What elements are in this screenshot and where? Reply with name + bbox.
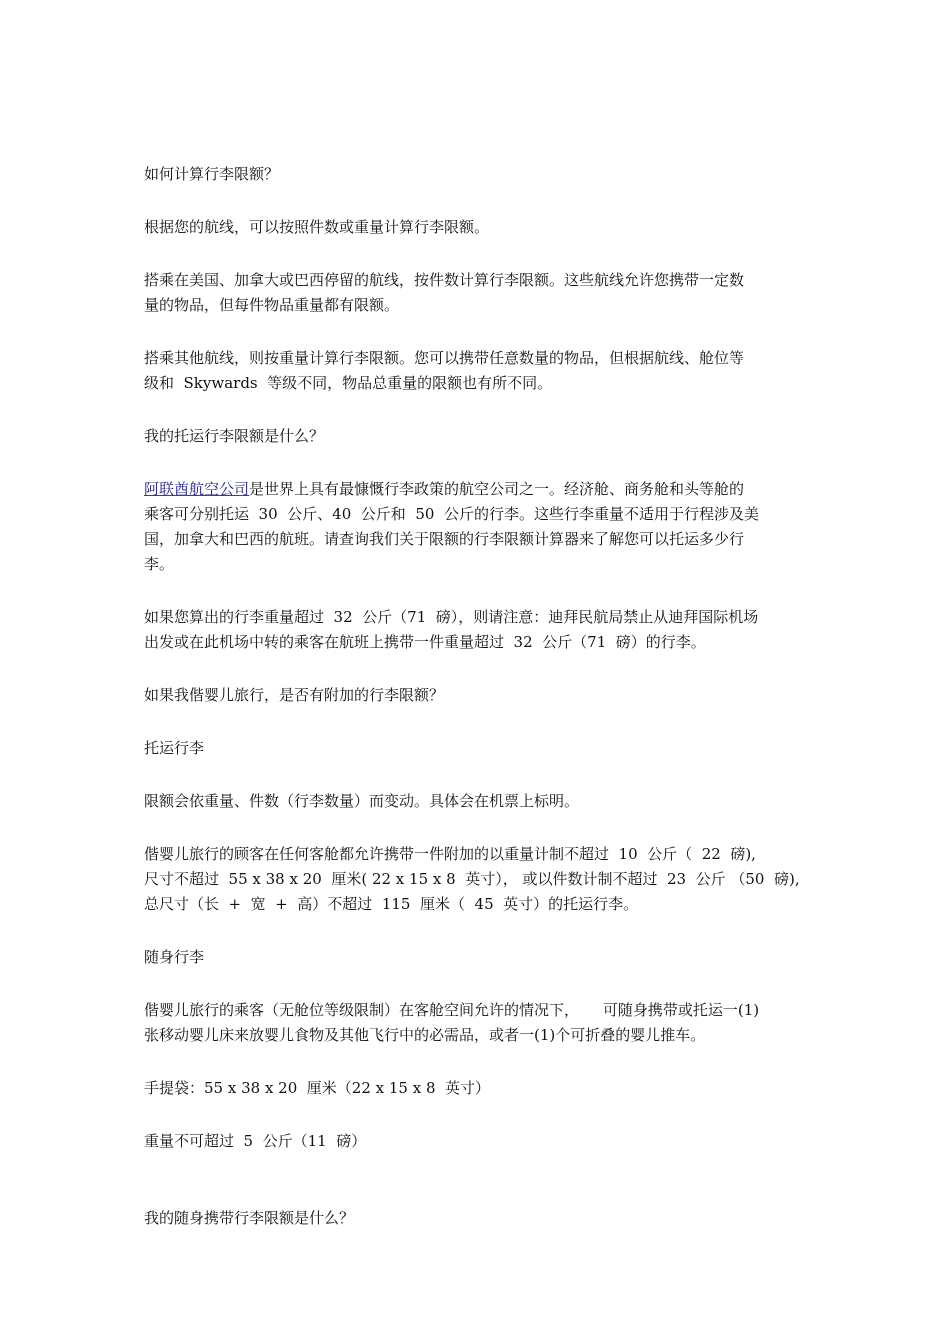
- text-line: 尺寸不超过 55 x 38 x 20 厘米( 22 x 15 x 8 英寸）， 或以件数计制不超过 23 公斤 （50 磅),: [144, 870, 800, 888]
- text-line: 搭乘其他航线，则按重量计算行李限额。您可以携带任意数量的物品，但根据航线、舱位等: [144, 349, 745, 367]
- text-line: 国，加拿大和巴西的航班。请查询我们关于限额的行李限额计算器来了解您可以托运多少行: [144, 530, 745, 548]
- paragraph: [144, 998, 810, 1048]
- text-line: 我的随身携带行李限额是什么？: [144, 1209, 355, 1227]
- text-line: 李。: [144, 555, 175, 573]
- question-heading: [144, 1206, 810, 1231]
- paragraph: [144, 1076, 810, 1101]
- emirates-link[interactable]: 阿联酋航空公司: [144, 480, 250, 498]
- text-line: 我的托运行李限额是什么？: [144, 427, 325, 445]
- section-heading: [144, 736, 810, 761]
- question-heading: [144, 683, 810, 708]
- paragraph: [144, 477, 810, 577]
- text-line: 手提袋：55 x 38 x 20 厘米（22 x 15 x 8 英寸）: [144, 1079, 491, 1097]
- text-line: 搭乘在美国、加拿大或巴西停留的航线，按件数计算行李限额。这些航线允许您携带一定数: [144, 271, 745, 289]
- text-line: 根据您的航线，可以按照件数或重量计算行李限额。: [144, 218, 490, 236]
- paragraph: [144, 1129, 810, 1154]
- text-line: 限额会依重量、件数（行李数量）而变动。具体会在机票上标明。: [144, 792, 580, 810]
- text-line: 量的物品，但每件物品重量都有限额。: [144, 296, 400, 314]
- text-line: 如果我偕婴儿旅行，是否有附加的行李限额？: [144, 686, 445, 704]
- text-fragment: 是世界上具有最慷慨行李政策的航空公司之一。经济舱、商务舱和头等舱的: [249, 480, 745, 498]
- text-line: 托运行李: [144, 739, 205, 757]
- text-line: 出发或在此机场中转的乘客在航班上携带一件重量超过 32 公斤（71 磅）的行李。: [144, 633, 706, 651]
- question-heading: [144, 162, 810, 187]
- text-line: 张移动婴儿床来放婴儿食物及其他飞行中的必需品，或者一(1)个可折叠的婴儿推车。: [144, 1026, 706, 1044]
- text-line: [144, 477, 810, 502]
- text-line: 偕婴儿旅行的顾客在任何客舱都允许携带一件附加的以重量计制不超过 10 公斤（ 22 磅),: [144, 845, 756, 863]
- paragraph: [144, 842, 810, 917]
- paragraph: [144, 268, 810, 318]
- text-line: 乘客可分别托运 30 公斤、40 公斤和 50 公斤的行李。这些行李重量不适用于行程涉及美: [144, 505, 759, 523]
- paragraph: [144, 789, 810, 814]
- document-body: [144, 162, 810, 1231]
- paragraph: [144, 215, 810, 240]
- text-line: 随身行李: [144, 948, 205, 966]
- text-line: 重量不可超过 5 公斤（11 磅）: [144, 1132, 367, 1150]
- text-line: 如何计算行李限额？: [144, 165, 280, 183]
- section-heading: [144, 945, 810, 970]
- question-heading: [144, 424, 810, 449]
- text-line: 级和 Skywards 等级不同，物品总重量的限额也有所不同。: [144, 374, 553, 392]
- text-line: 偕婴儿旅行的乘客（无舱位等级限制）在客舱空间允许的情况下， 可随身携带或托运一(1): [144, 1001, 760, 1019]
- paragraph: [144, 346, 810, 396]
- paragraph: [144, 605, 810, 655]
- text-line: 总尺寸（长 + 宽 + 高）不超过 115 厘米（ 45 英寸）的托运行李。: [144, 895, 639, 913]
- text-line: 如果您算出的行李重量超过 32 公斤（71 磅），则请注意：迪拜民航局禁止从迪拜国际机场: [144, 608, 759, 626]
